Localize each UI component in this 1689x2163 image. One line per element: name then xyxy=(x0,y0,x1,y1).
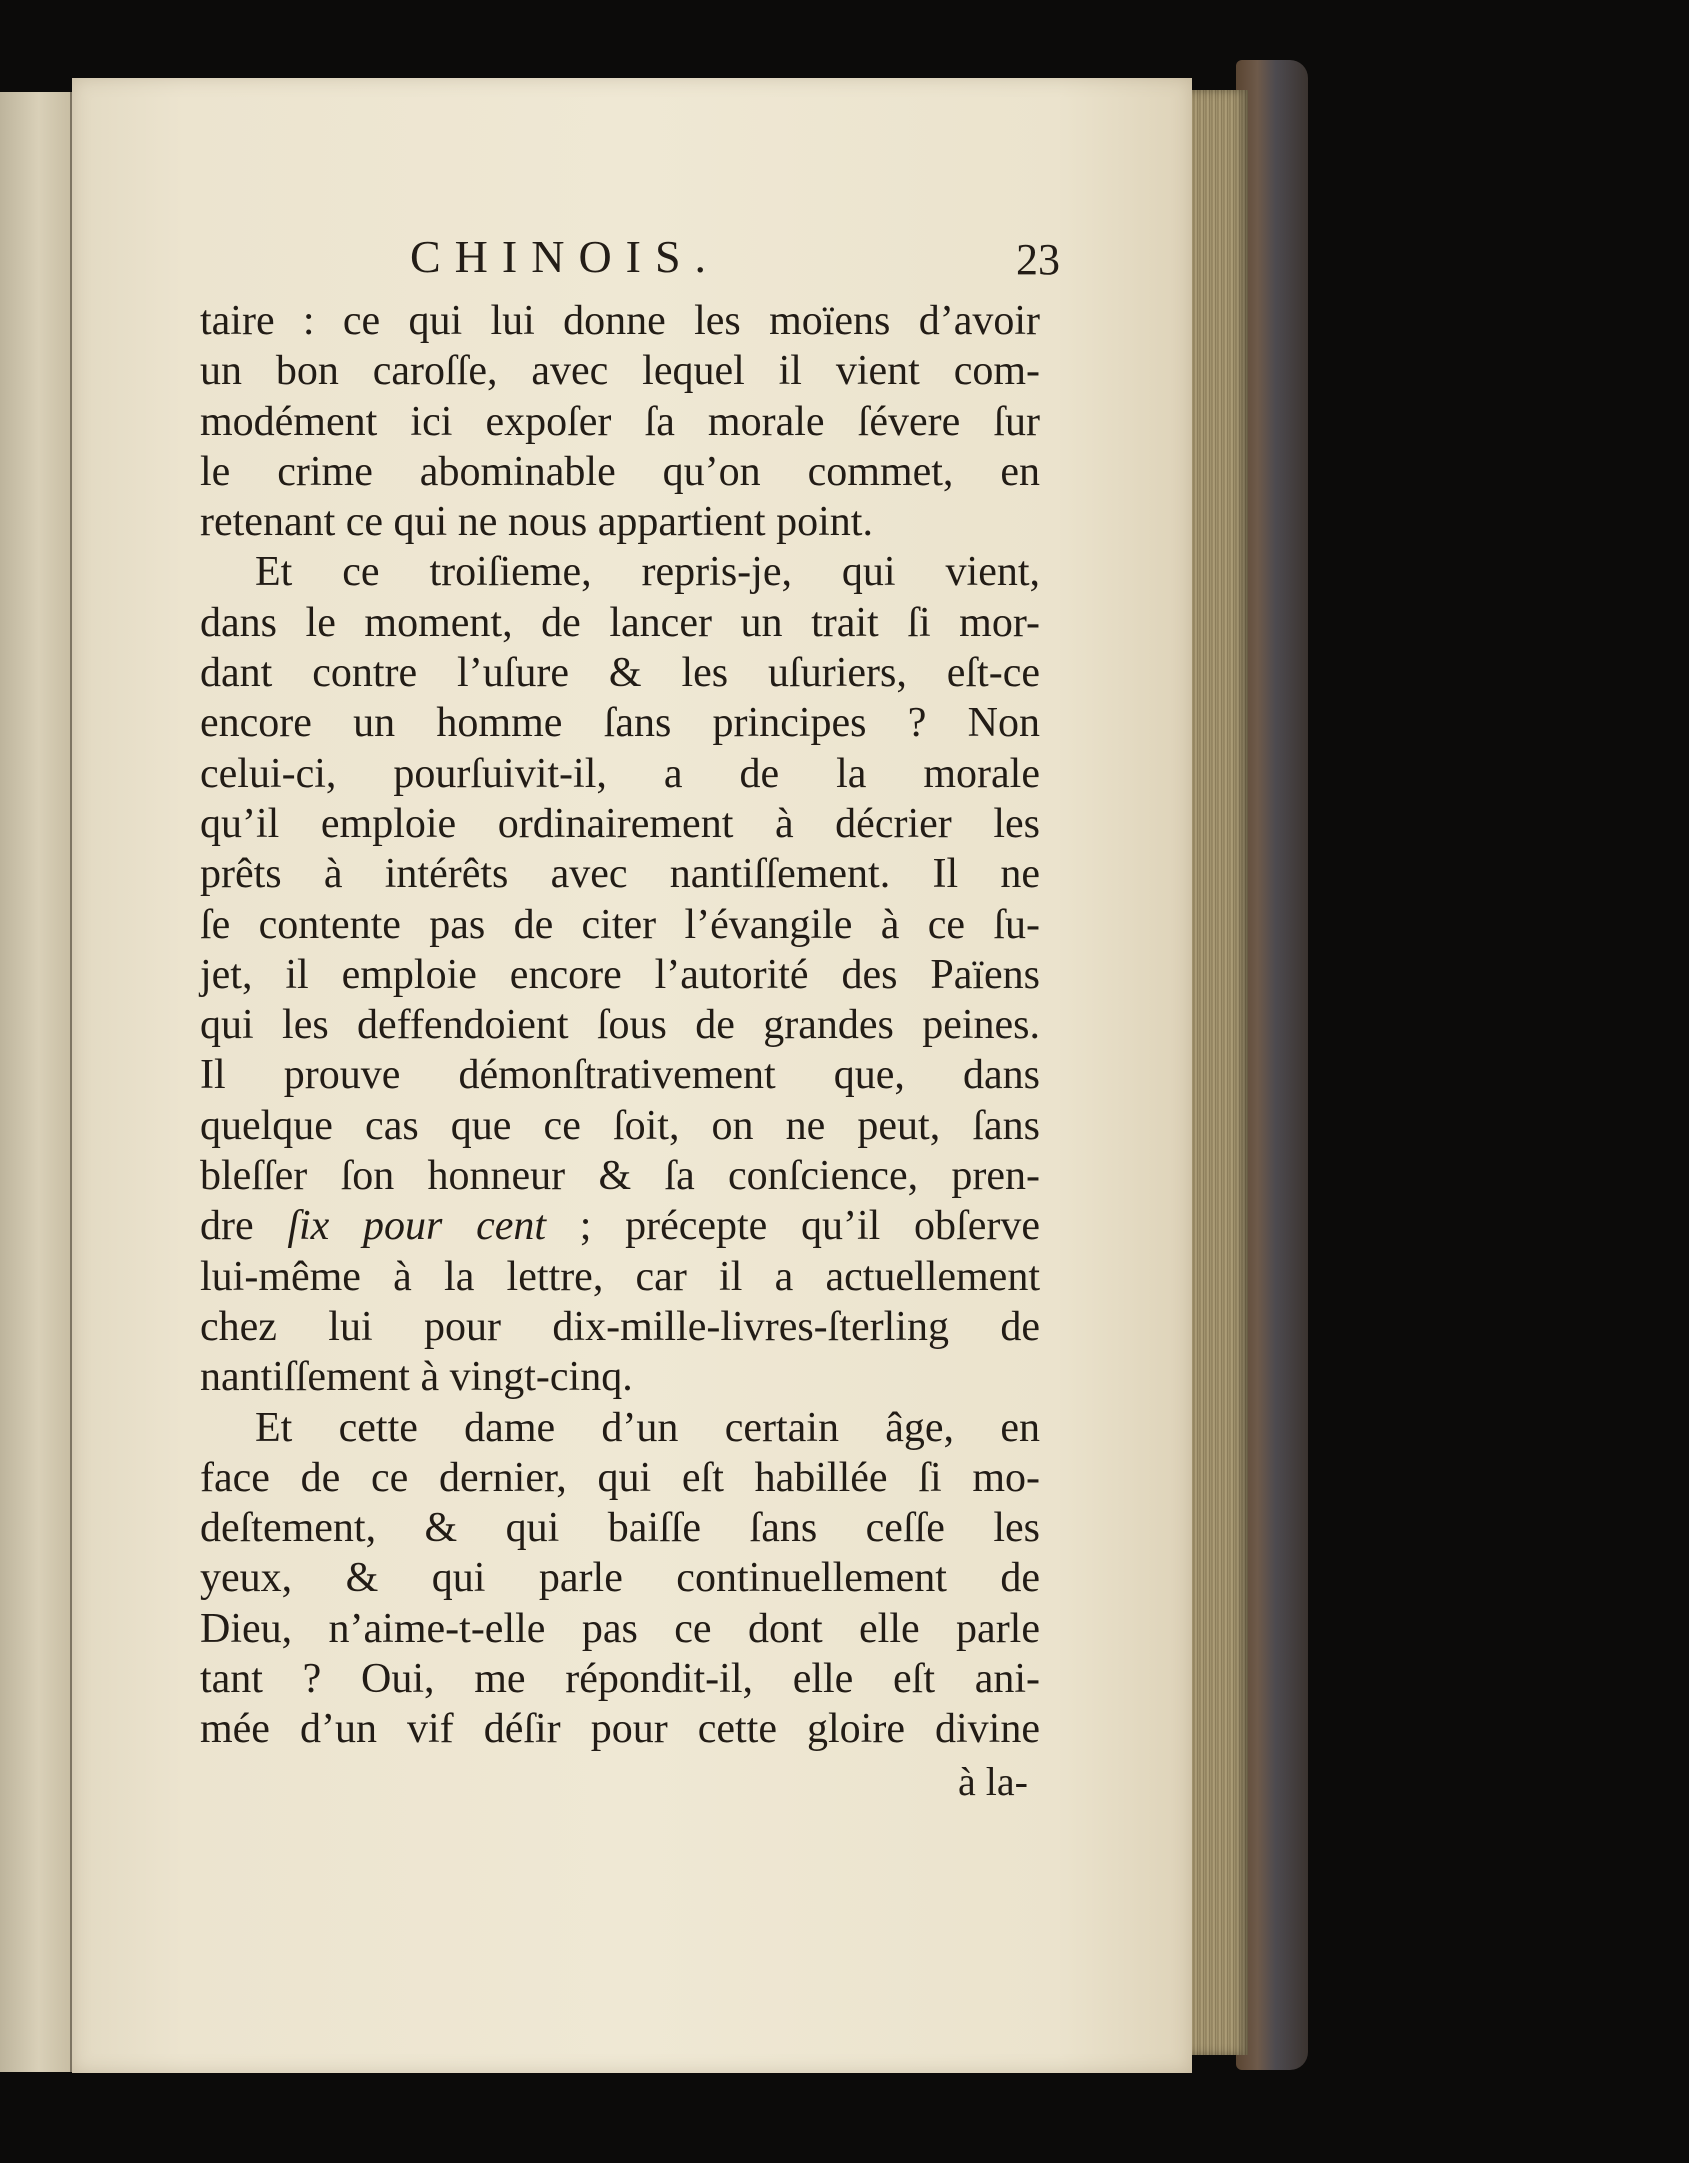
text-line: modément ici expoſer ſa morale ſévere ſur xyxy=(200,398,1040,445)
text-line: celui-ci, pourſuivit-il, a de la morale xyxy=(200,750,1040,797)
text-line: mée d’un vif déſir pour cette gloire divine xyxy=(200,1706,1040,1753)
body-text xyxy=(200,296,1040,1755)
text-line: ſe contente pas de citer l’évangile à ce ſu- xyxy=(200,901,1040,948)
running-title: CHINOIS. xyxy=(410,231,721,282)
text-line: taire : ce qui lui donne les moïens d’avoir xyxy=(200,298,1040,344)
catchword: à la- xyxy=(958,1759,1028,1804)
text-segment: dre xyxy=(200,1203,254,1250)
text-line: yeux, & qui parle continuellement de xyxy=(200,1555,1040,1602)
text-line: qu’il emploie ordinairement à décrier les xyxy=(200,800,1040,847)
text-line: jet, il emploie encore l’autorité des Païens xyxy=(200,951,1040,998)
text-line: le crime abominable qu’on commet, en xyxy=(200,448,1040,495)
text-line: tant ? Oui, me répondit-il, elle eſt ani- xyxy=(200,1656,1040,1703)
text-segment: ; précepte qu’il obſerve xyxy=(579,1203,1040,1250)
text-line: retenant ce qui ne nous appartient point. xyxy=(200,499,873,546)
previous-page-edge xyxy=(0,92,72,2072)
page-number: 23 xyxy=(1016,235,1060,284)
text-line: Et ce troiſieme, repris-je, qui vient, xyxy=(255,549,1040,596)
text-line: deſtement, & qui baiſſe ſans ceſſe les xyxy=(200,1505,1040,1552)
italic-phrase: ſix pour cent xyxy=(287,1203,547,1250)
text-line: bleſſer ſon honneur & ſa conſcience, pren- xyxy=(200,1153,1040,1200)
text-line: chez lui pour dix-mille-livres-ſterling de xyxy=(200,1303,1040,1350)
text-line: nantiſſement à vingt-cinq. xyxy=(200,1354,633,1401)
text-line: Dieu, n’aime-t-elle pas ce dont elle parle xyxy=(200,1605,1040,1652)
text-line: lui-même à la lettre, car il a actuellement xyxy=(200,1253,1040,1300)
text-line: dans le moment, de lancer un trait ſi mor- xyxy=(200,599,1040,646)
text-line: dant contre l’uſure & les uſuriers, eſt-ce xyxy=(200,650,1040,697)
text-line: face de ce dernier, qui eſt habillée ſi mo- xyxy=(200,1454,1040,1501)
text-line: qui les deffendoient ſous de grandes peines. xyxy=(200,1002,1040,1049)
text-line: Et cette dame d’un certain âge, en xyxy=(255,1404,1040,1451)
text-line-mixed xyxy=(200,1201,1040,1251)
text-line: Il prouve démonſtrativement que, dans xyxy=(200,1052,1040,1099)
text-line: un bon caroſſe, avec lequel il vient com- xyxy=(200,348,1040,395)
text-line: prêts à intérêts avec nantiſſement. Il ne xyxy=(200,851,1040,898)
text-line: quelque cas que ce ſoit, on ne peut, ſans xyxy=(200,1102,1040,1149)
page-header xyxy=(410,230,1060,300)
text-line: encore un homme ſans principes ? Non xyxy=(200,700,1040,747)
